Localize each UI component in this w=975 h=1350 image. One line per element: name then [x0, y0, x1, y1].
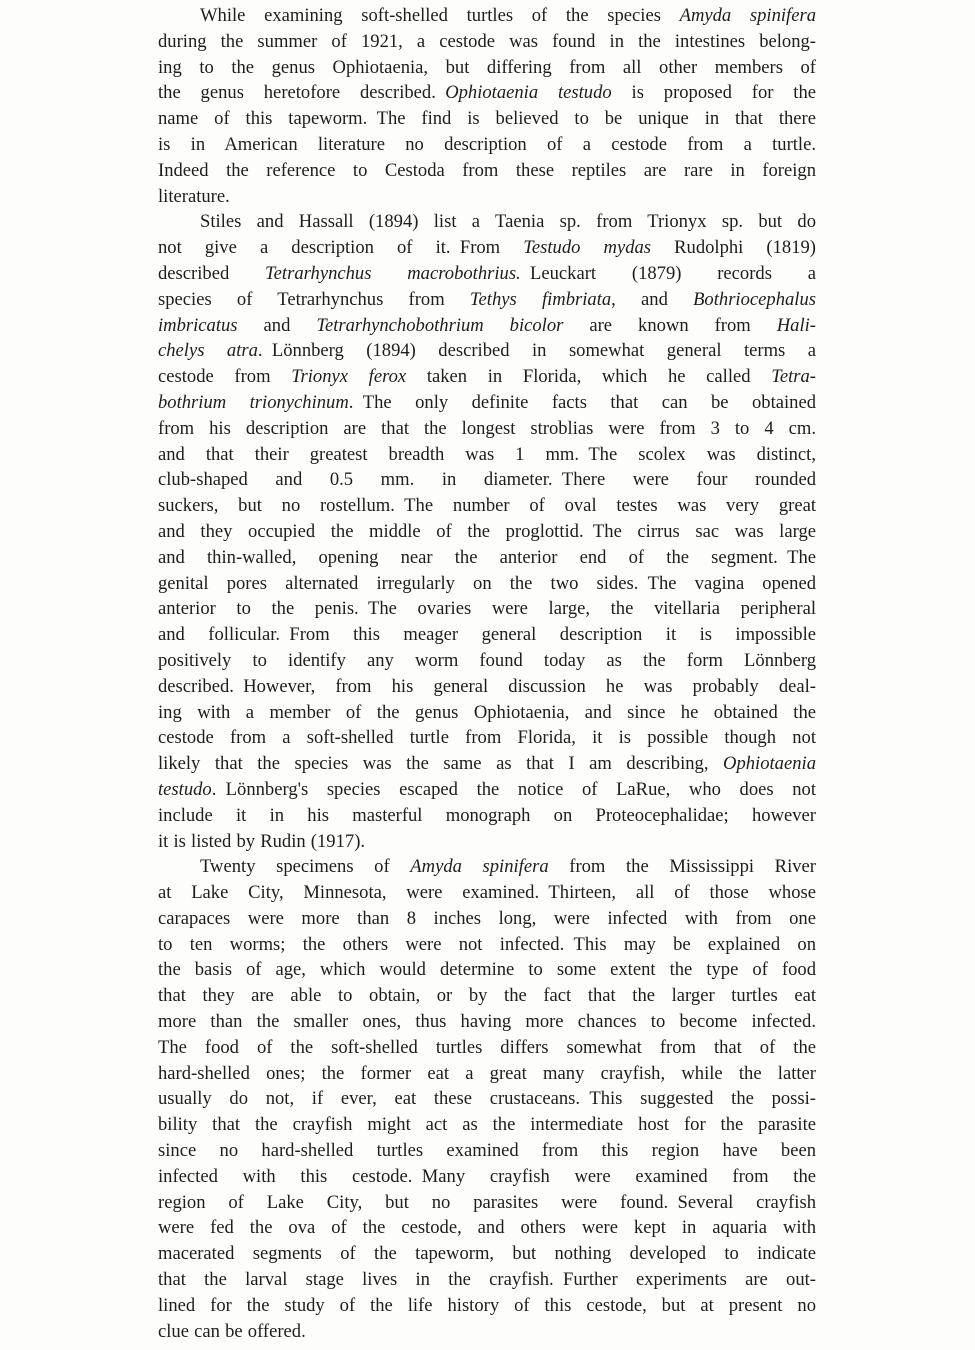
text-segment: and they occupied the middle of the proglottid. The cirrus sac was large [158, 520, 816, 542]
text-segment: club-shaped and 0.5 mm. in diameter. There were four rounded [158, 469, 816, 491]
text-segment: the basis of age, which would determine to some extent the type of food [158, 959, 816, 981]
text-segment: to ten worms; the others were not infected. This may be explained on [158, 933, 816, 955]
text-segment: taken in Florida, which he called [406, 366, 772, 388]
species-name-italic: chelys atra [158, 340, 258, 362]
text-line [158, 596, 816, 622]
text-segment: clue can be offered. [158, 1320, 306, 1342]
text-segment: bility that the crayfish might act as the intermediate host for the parasite [158, 1114, 816, 1136]
text-segment: are known from [563, 314, 777, 336]
text-line [158, 674, 816, 700]
text-line [158, 519, 816, 545]
text-segment: and that their greatest breadth was 1 mm. The scolex was distinct, [158, 443, 816, 465]
text-segment: were fed the ova of the cestode, and others were kept in aquaria with [158, 1217, 816, 1239]
text-line [158, 235, 816, 261]
text-segment: described [158, 262, 266, 284]
text-segment: is proposed for the [611, 82, 817, 104]
text-segment: region of Lake City, but no parasites were found. Several crayfish [158, 1191, 816, 1213]
text-line [158, 1138, 816, 1164]
text-segment: literature. [158, 185, 230, 207]
text-segment: during the summer of 1921, a cestode was found in the intestines belong- [158, 30, 816, 52]
text-segment: it is listed by Rudin (1917). [158, 830, 366, 852]
text-segment: species of Tetrarhynchus from [158, 288, 470, 310]
text-segment: suckers, but no rostellum. The number of oval testes was very great [158, 495, 816, 517]
text-segment: that they are able to obtain, or by the fact that the larger turtles eat [158, 985, 816, 1007]
text-segment: is in American literature no description of a cestode from a turtle. [158, 133, 816, 155]
text-segment: since no hard-shelled turtles examined from this region have been [158, 1140, 816, 1162]
text-segment: include it in his masterful monograph on Proteocephalidae; however [158, 804, 816, 826]
text-line [158, 700, 816, 726]
text-line [158, 106, 816, 132]
text-segment: cestode from a soft-shelled turtle from Florida, it is possible though not [158, 727, 816, 749]
text-line [158, 1086, 816, 1112]
text-line [158, 1190, 816, 1216]
text-segment: name of this tapeworm. The find is believed to be unique in that there [158, 108, 816, 130]
text-segment: positively to identify any worm found today as the form Lönnberg [158, 649, 816, 671]
text-line [158, 416, 816, 442]
species-name-italic: testudo [158, 778, 212, 800]
text-line [158, 338, 816, 364]
text-segment: While examining soft-shelled turtles of the species [200, 5, 680, 26]
text-segment: The food of the soft-shelled turtles differs somewhat from that of the [158, 1036, 816, 1058]
species-name-italic: bothrium trionychinum [158, 391, 349, 413]
text-segment: the genus heretofore described. [158, 82, 446, 104]
text-line [158, 1319, 816, 1345]
text-line [158, 364, 816, 390]
text-line [158, 1215, 816, 1241]
text-segment: and thin-walled, opening near the anterior end of the segment. The [158, 546, 816, 568]
species-name-italic: Bothriocephalus [693, 288, 816, 310]
species-name-italic: Ophiotaenia testudo [445, 82, 612, 104]
text-segment: and follicular. From this meager general description it is impossible [158, 624, 816, 646]
text-line [158, 3, 816, 29]
text-segment: . Lönnberg's species escaped the notice of LaRue, who does not [211, 778, 816, 800]
text-line [158, 957, 816, 983]
text-line [158, 751, 816, 777]
text-line [158, 55, 816, 81]
text-line [158, 854, 816, 880]
species-name-italic: Tetrarhynchobothrium bicolor [316, 314, 564, 336]
text-line [158, 287, 816, 313]
text-segment: ing with a member of the genus Ophiotaenia, and since he obtained the [158, 701, 816, 723]
text-segment: hard-shelled ones; the former eat a great many crayfish, while the latter [158, 1062, 816, 1084]
text-segment: Stiles and Hassall (1894) list a Taenia sp. from Trionyx sp. but do [200, 211, 816, 233]
text-segment: genital pores alternated irregularly on the two sides. The vagina opened [158, 572, 816, 594]
text-line [158, 261, 816, 287]
text-line [158, 545, 816, 571]
text-line [158, 313, 816, 339]
text-line [158, 932, 816, 958]
text-segment: Rudolphi (1819) [651, 237, 816, 259]
text-segment: that the larval stage lives in the crayfish. Further experiments are out- [158, 1269, 816, 1291]
text-segment: and [237, 314, 317, 336]
text-line [158, 80, 816, 106]
species-name-italic: Amyda spinifera [410, 856, 549, 878]
text-segment: usually do not, if ever, eat these crustaceans. This suggested the possi- [158, 1088, 816, 1110]
text-line [158, 1009, 816, 1035]
text-segment: from his description are that the longest stroblias were from 3 to 4 cm. [158, 417, 816, 439]
text-line [158, 880, 816, 906]
text-line [158, 725, 816, 751]
text-line [158, 442, 816, 468]
text-line [158, 158, 816, 184]
species-name-italic: Tethys fimbriata [469, 288, 612, 310]
text-line [158, 467, 816, 493]
text-line [158, 1241, 816, 1267]
text-line [158, 648, 816, 674]
text-line [158, 1035, 816, 1061]
text-line [158, 209, 816, 235]
text-line [158, 1267, 816, 1293]
text-segment: Indeed the reference to Cestoda from these reptiles are rare in foreign [158, 159, 816, 181]
text-segment: Twenty specimens of [200, 856, 411, 878]
text-line [158, 390, 816, 416]
text-segment: anterior to the penis. The ovaries were large, the vitellaria peripheral [158, 598, 816, 620]
text-segment: , and [611, 288, 694, 310]
text-line [158, 1061, 816, 1087]
text-segment: cestode from [158, 366, 292, 388]
text-line [158, 777, 816, 803]
text-line [158, 184, 816, 210]
text-segment: at Lake City, Minnesota, were examined. Thirteen, all of those whose [158, 882, 816, 904]
text-segment: infected with this cestode. Many crayfish were examined from the [158, 1165, 816, 1187]
species-name-italic: Tetrarhynchus macrobothrius. [265, 262, 521, 284]
text-line [158, 571, 816, 597]
species-name-italic: imbricatus [158, 314, 238, 336]
text-segment: carapaces were more than 8 inches long, were infected with from one [158, 907, 816, 929]
text-line [158, 829, 816, 855]
text-line [158, 983, 816, 1009]
text-segment: . The only definite facts that can be obtained [348, 391, 816, 413]
text-segment: macerated segments of the tapeworm, but nothing developed to indicate [158, 1243, 816, 1265]
text-line [158, 132, 816, 158]
text-line [158, 29, 816, 55]
text-segment: from the Mississippi River [548, 856, 816, 878]
species-name-italic: Ophiotaenia [723, 753, 816, 775]
text-line [158, 1112, 816, 1138]
text-segment: more than the smaller ones, thus having more chances to become infected. [158, 1011, 816, 1033]
text-segment: Leuckart (1879) records a [520, 262, 816, 284]
text-line [158, 1293, 816, 1319]
text-segment: described. However, from his general discussion he was probably deal- [158, 675, 816, 697]
species-name-italic: Testudo mydas [523, 237, 652, 259]
text-line [158, 622, 816, 648]
text-segment: not give a description of it. From [158, 237, 524, 259]
text-block [158, 3, 816, 1344]
text-segment: likely that the species was the same as that I am describing, [158, 753, 724, 775]
text-line [158, 1164, 816, 1190]
text-segment: . Lönnberg (1894) described in somewhat general terms a [257, 340, 816, 362]
text-line [158, 906, 816, 932]
species-name-italic: Tetra- [771, 366, 816, 388]
species-name-italic: Trionyx ferox [291, 366, 407, 388]
species-name-italic: Amyda spinifera [679, 5, 816, 26]
text-line [158, 493, 816, 519]
text-line [158, 803, 816, 829]
text-segment: ing to the genus Ophiotaenia, but differing from all other members of [158, 56, 816, 78]
species-name-italic: Hali- [776, 314, 816, 336]
text-segment: lined for the study of the life history of this cestode, but at present no [158, 1294, 816, 1316]
